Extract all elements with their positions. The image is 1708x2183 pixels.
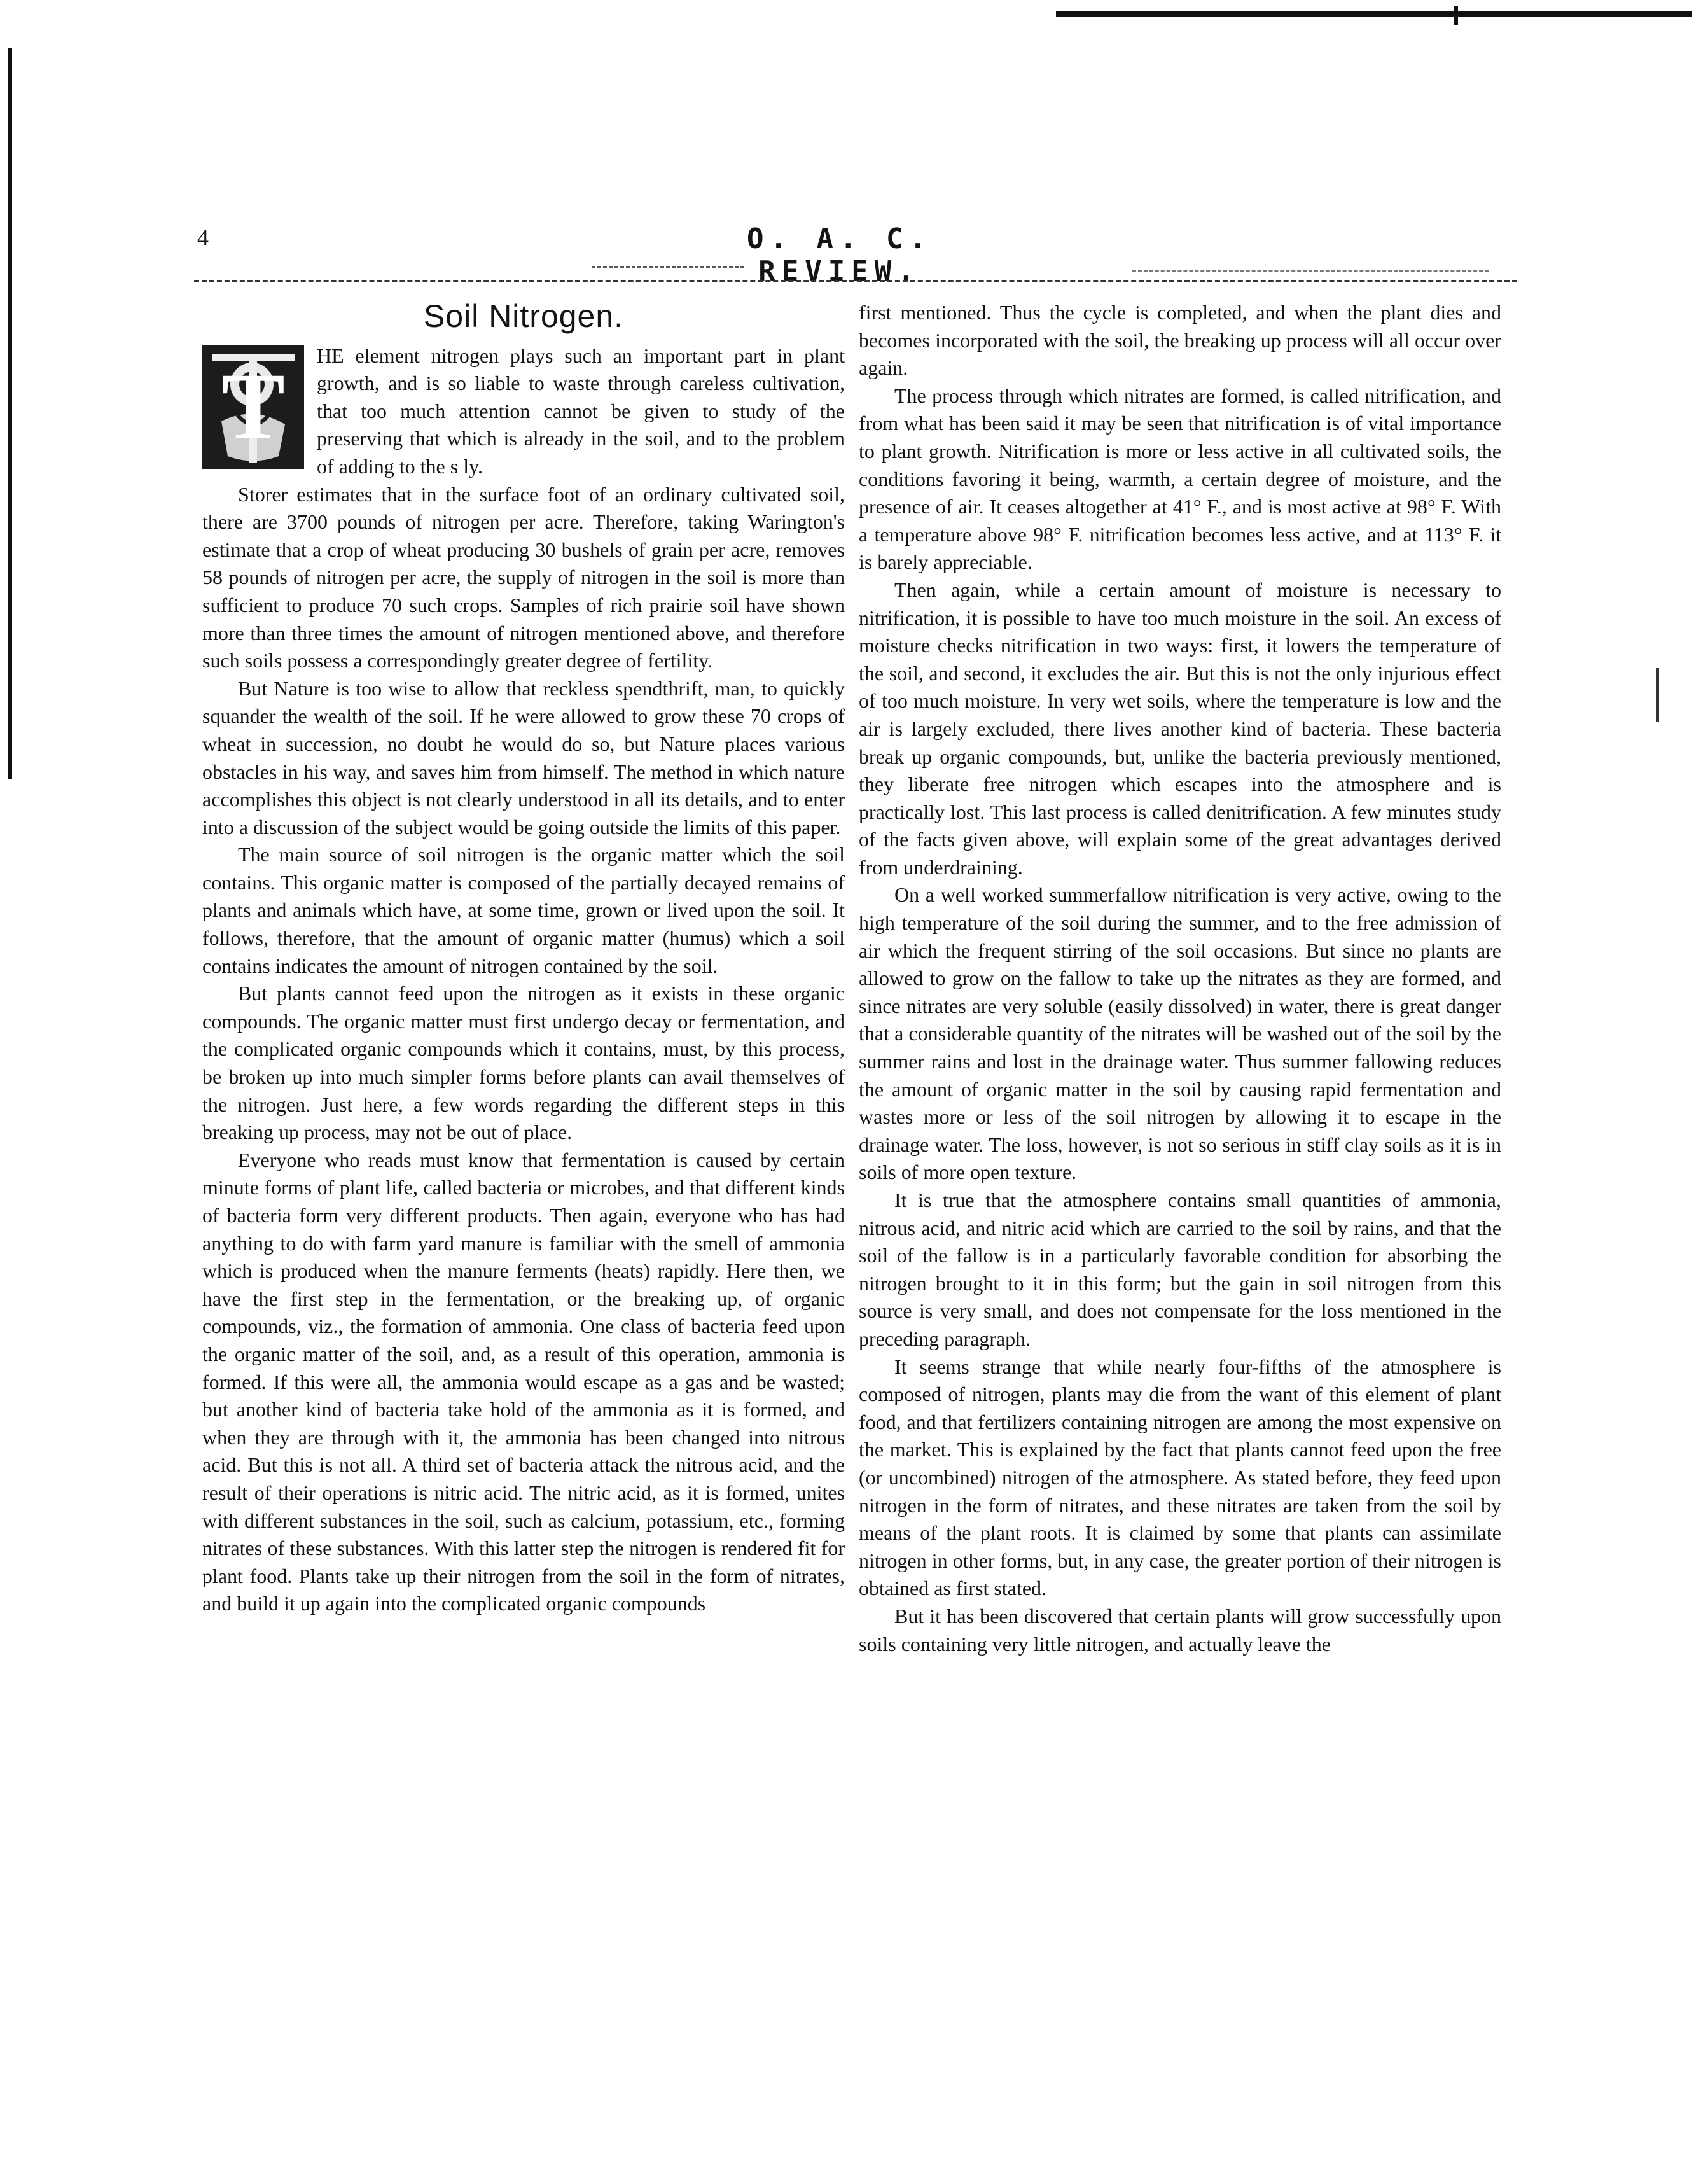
header-rule bbox=[194, 280, 1517, 282]
header-dash-rule bbox=[1132, 270, 1489, 272]
paragraph: HE element nitrogen plays such an important part in plant growth, and is so liable to waste through careless cultivation, that too much attention cannot be given to study of the preserving that which is already in the soil, and to the problem of adding to the s ly. bbox=[317, 344, 845, 478]
article-title: Soil Nitrogen. bbox=[423, 298, 624, 334]
top-edge-tick bbox=[1454, 6, 1458, 25]
paragraph: Storer estimates that in the surface foot of an ordinary cultivated soil, there are 3700 pounds of nitrogen per acre. Therefore, taking Warington's estimate that a crop of wheat producing 30 bushels of grain per acre, removes 58 pounds of nitrogen per acre, the supply of nitrogen in the soil is more than sufficient to produce 70 such crops. Samples of rich prairie soil have shown more than three times the amount of nitrogen mentioned above, and therefore such soils possess a correspondingly greater degree of fertility. bbox=[202, 482, 845, 673]
paragraph: But plants cannot feed upon the nitrogen as it exists in these organic compounds. The organic matter must first undergo decay or fermentation, and the complicated organic compounds which it contains, must, by this process, be broken up into much simpler forms before plants can avail themselves of the nitrogen. Just here, a few words regarding the different steps in this breaking up process, may not be out of place. bbox=[202, 982, 845, 1144]
page-number: 4 bbox=[197, 225, 209, 250]
header-dash-rule bbox=[592, 266, 744, 268]
paragraph: On a well worked summerfallow nitrification is very active, owing to the high temperature of the soil during the summer, and to the free admission of air which the frequent stirring of the soil occasions. But since no plants are allowed to grow on the fallow to take up the nitrates as they are formed, and since nitrates are very soluble (easily dissolved) in water, there is great danger that a considerable quantity of the nitrates will be washed out of the soil by the summer rains and lost in the drainage water. Thus summer fallowing reduces the amount of organic matter in the soil by causing rapid fermentation and wastes more or less of the soil nitrogen by allowing it to escape in the drainage water. The loss, however, is not so serious in stiff clay soils as it is in soils of more open texture. bbox=[859, 883, 1501, 1184]
paragraph: But Nature is too wise to allow that reckless spendthrift, man, to quickly squander the wealth of the soil. If he were allowed to grow these 70 crops of wheat in succession, no doubt he would do so, but Nature places various obstacles in his way, and saves him from himself. The method in which nature accomplishes this object is not clearly understood in all its details, and to enter into a discussion of the subject would be going outside the limits of this paper. bbox=[202, 676, 845, 839]
drop-cap-illustration bbox=[202, 345, 304, 469]
left-column bbox=[202, 299, 845, 1618]
scan-left-edge bbox=[8, 48, 12, 779]
paragraph: The process through which nitrates are formed, is called nitrification, and from what has been said it may be seen that nitrification is of vital importance to plant growth. Nitrification is more or less active in all cultivated soils, the conditions favoring it being, warmth, a certain degree of moisture, and the presence of air. It ceases altogether at 41° F., and is most active at 98° F. With a temperature above 98° F. nitrification becomes less active, and at 113° F. it is barely appreciable. bbox=[859, 384, 1501, 574]
running-head: O. A. C. REVIEW. bbox=[747, 223, 933, 288]
paragraph: Then again, while a certain amount of moisture is necessary to nitrification, it is possible to have too much moisture in the soil. An excess of moisture checks nitrification in two ways: first, it lowers the temperature of the soil, and second, it excludes the air. But this is not the only injurious effect of too much moisture. In very wet soils, where the temperature is low and the air is largely excluded, there lives another kind of bacteria. These bacteria break up organic compounds, but, unlike the bacteria previously mentioned, they liberate free nitrogen which escapes into the atmosphere and is practically lost. This last process is called denitrification. A few minutes study of the facts given above, will explain some of the great advantages derived from underdraining. bbox=[859, 578, 1501, 879]
paragraph: But it has been discovered that certain plants will grow successfully upon soils containing very little nitrogen, and actually leave the bbox=[859, 1604, 1501, 1656]
paragraph: It seems strange that while nearly four-fifths of the atmosphere is composed of nitrogen, plants may die from the want of this element of plant food, and that fertilizers containing nitrogen are among the most expensive on the market. This is explained by the fact that plants cannot feed upon the free (or uncombined) nitrogen of the atmosphere. As stated before, they feed upon nitrogen in the form of nitrates, and these nitrates are taken from the soil by means of the plant roots. It is claimed by some that plants can assimilate nitrogen in other forms, but, in any case, the greater portion of their nitrogen is obtained as first stated. bbox=[859, 1355, 1501, 1600]
top-edge-rule bbox=[1056, 11, 1692, 17]
right-column bbox=[859, 299, 1501, 1658]
drop-cap-letter: T bbox=[221, 353, 286, 459]
paragraph: The main source of soil nitrogen is the organic matter which the soil contains. This organic matter is composed of the partially decayed remains of plants and animals which have, at some time, grown or lived upon the soil. It follows, therefore, that the amount of organic matter (humus) which a soil contains indicates the amount of nitrogen contained by the soil. bbox=[202, 843, 845, 977]
paragraph: first mentioned. Thus the cycle is completed, and when the plant dies and becomes incorporated with the soil, the breaking up process will all occur over again. bbox=[859, 301, 1501, 380]
paragraph: Everyone who reads must know that fermentation is caused by certain minute forms of plant life, called bacteria or microbes, and that different kinds of bacteria form very different products. Then again, everyone who has had anything to do with farm yard manure is familiar with the smell of ammonia which is produced when the manure ferments (heats) rapidly. Here then, we have the first step in the fermentation, or the breaking up, of organic compounds, viz., the formation of ammonia. One class of bacteria feed upon the organic matter of the soil, and, as a result of this operation, ammonia is formed. If this were all, the ammonia would escape as a gas and be wasted; but another kind of bacteria take hold of the ammonia as it is formed, and when they are through with it, the ammonia has been changed into nitrous acid. But this is not all. A third set of bacteria attack the nitrous acid, and the result of their operations is nitric acid. The nitric acid, as it is formed, unites with different substances in the soil, such as calcium, potassium, etc., forming nitrates of these substances. With this latter step the nitrogen is rendered fit for plant food. Plants take up their nitrogen from the soil in the form of nitrates, and build it up again into the complicated organic compounds bbox=[202, 1148, 845, 1615]
scan-right-edge-mark bbox=[1656, 668, 1659, 722]
paragraph: It is true that the atmosphere contains small quantities of ammonia, nitrous acid, and nitric acid which are carried to the soil by rains, and that the soil of the fallow is in a particularly favorable condition for absorbing the nitrogen brought to it in this form; but the gain in soil nitrogen from this source is very small, and does not compensate for the loss mentioned in the preceding paragraph. bbox=[859, 1189, 1501, 1350]
